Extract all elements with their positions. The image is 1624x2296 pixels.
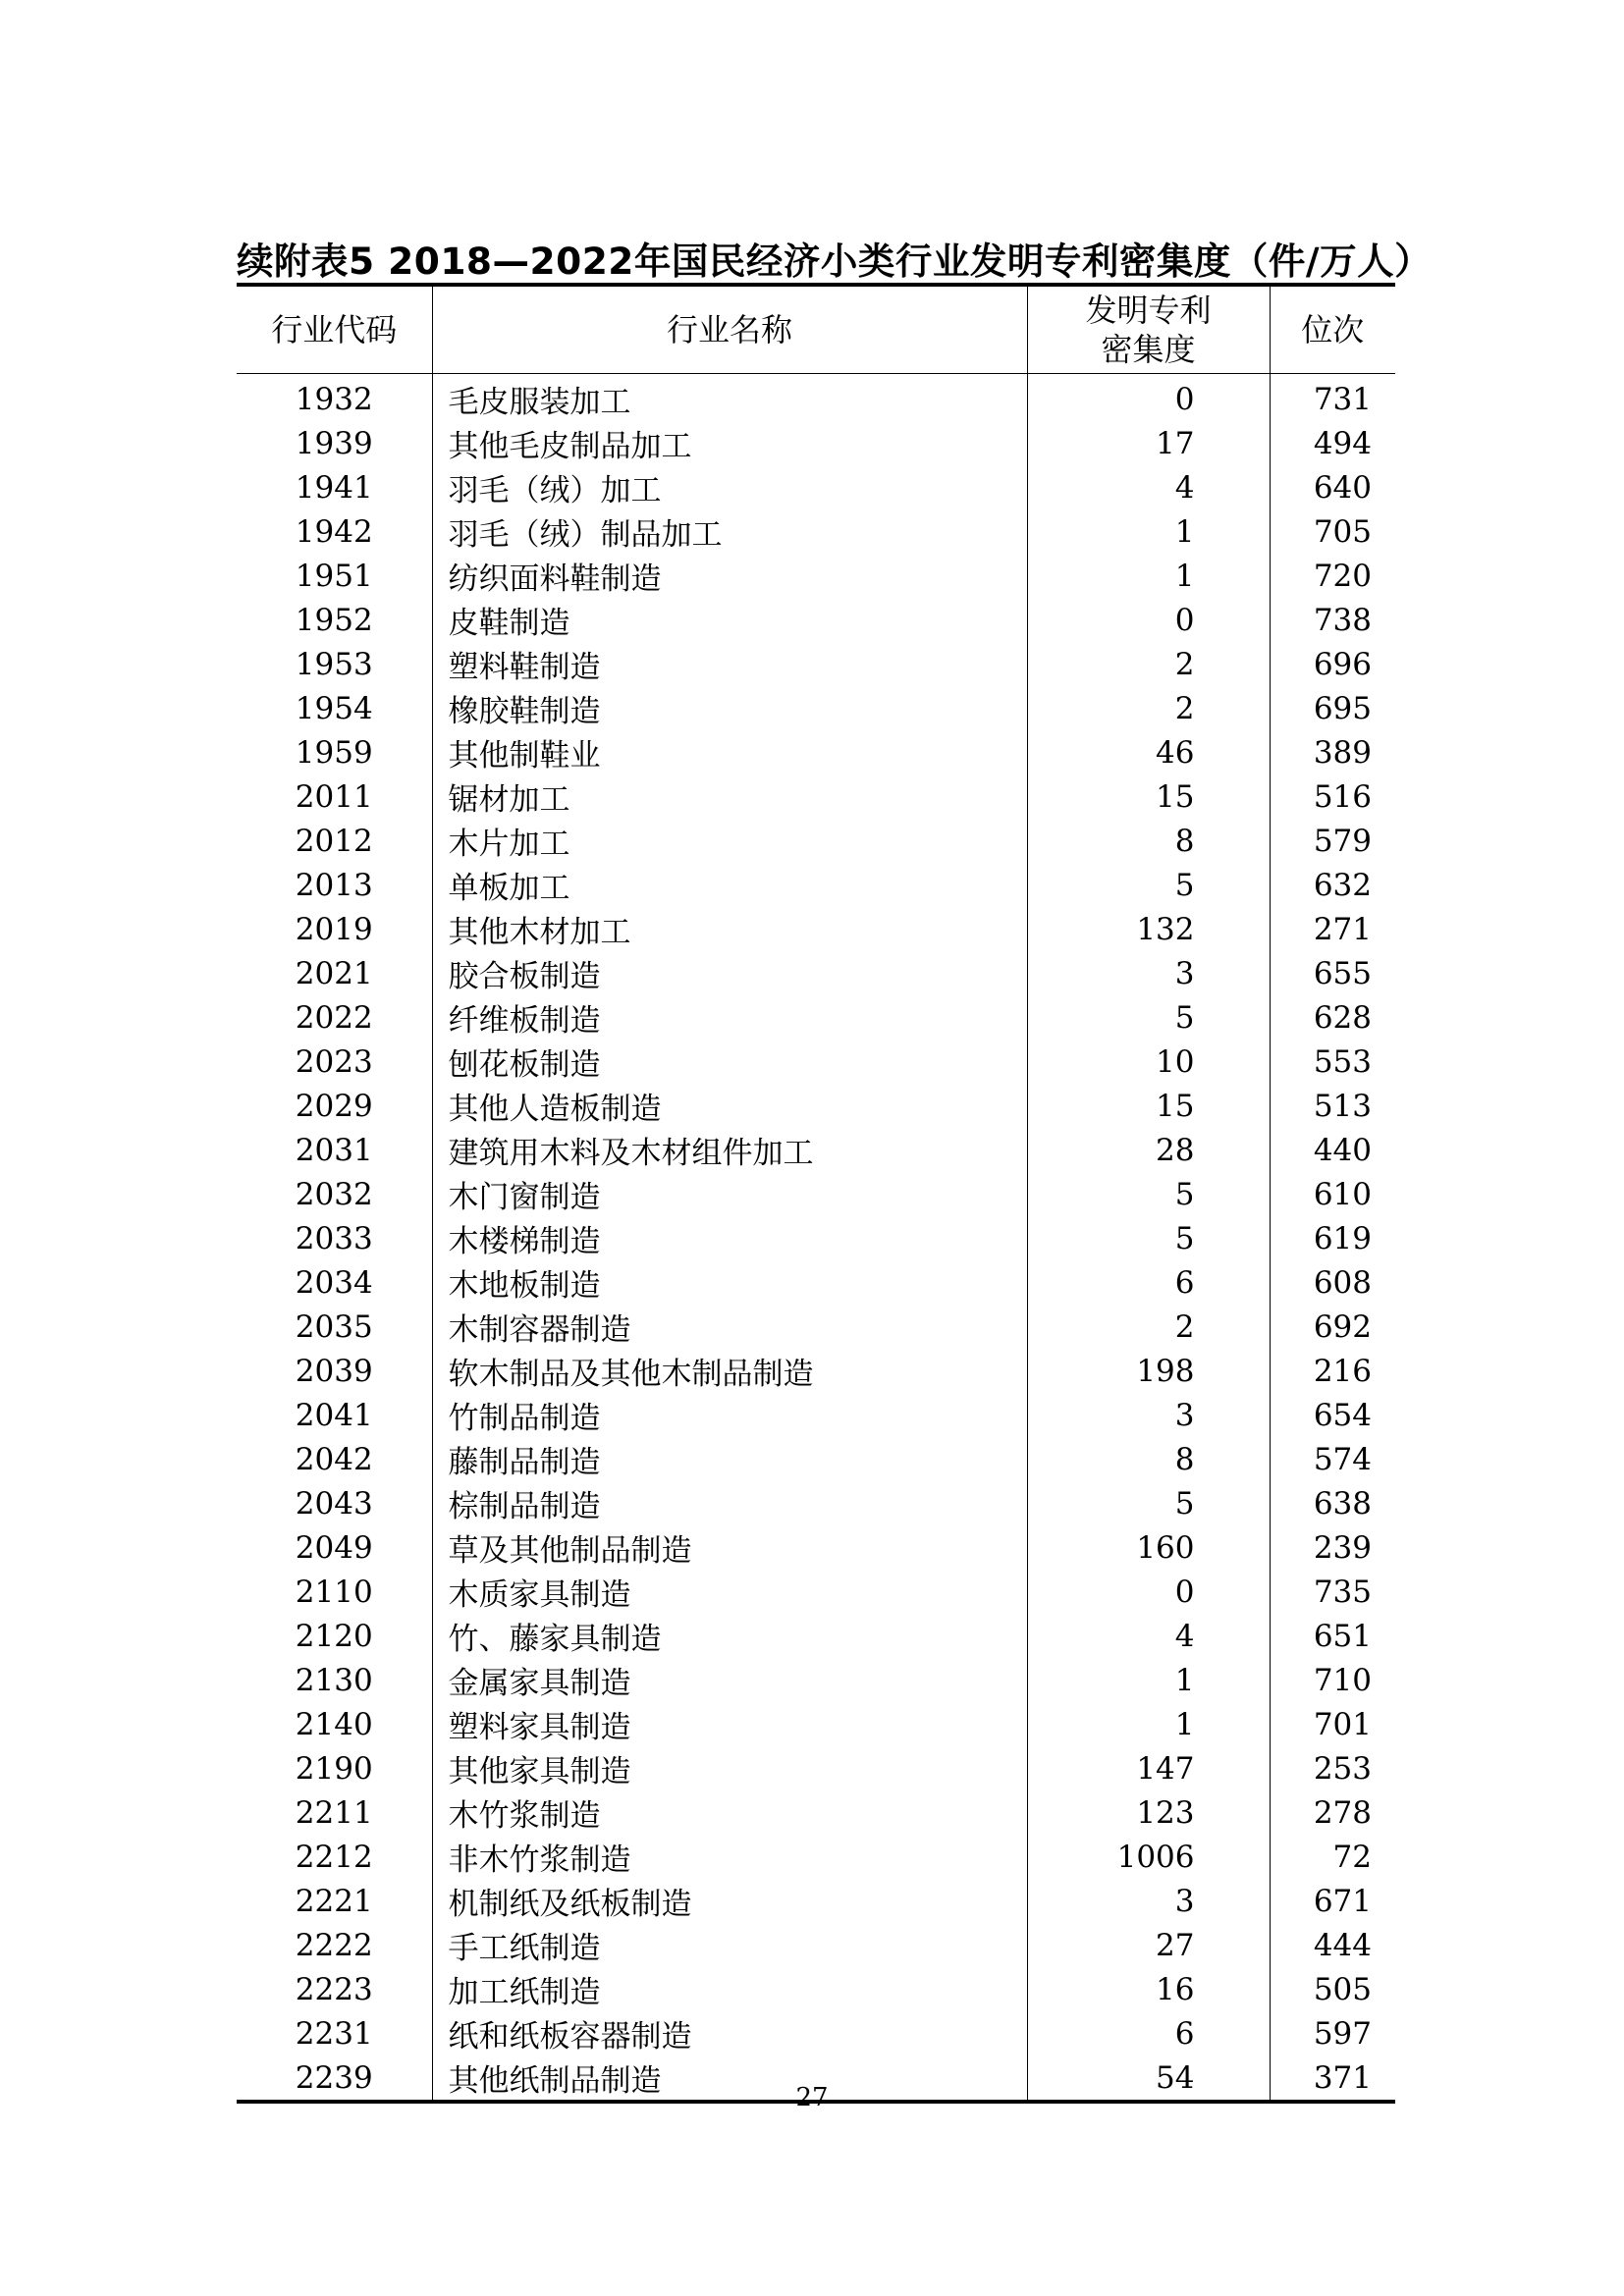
cell-patent-density: 17 [1027, 421, 1270, 465]
cell-rank: 597 [1270, 2011, 1395, 2056]
table-row [237, 1084, 1395, 1128]
cell-patent-density: 2 [1027, 642, 1270, 686]
cell-patent-density: 5 [1027, 1481, 1270, 1525]
cell-industry-name: 其他家具制造 [432, 1746, 1027, 1790]
table-row [237, 951, 1395, 995]
cell-industry-code: 2042 [295, 1441, 373, 1477]
cell-industry-code: 2130 [295, 1662, 373, 1698]
cell-patent-density: 3 [1027, 1393, 1270, 1437]
cell-industry-name: 软木制品及其他木制品制造 [432, 1349, 1027, 1393]
cell-rank: 695 [1270, 686, 1395, 730]
cell-industry-name: 其他纸制品制造 [432, 2056, 1027, 2102]
cell-patent-density: 6 [1027, 1260, 1270, 1305]
table-row [237, 1835, 1395, 1879]
table-row [237, 1525, 1395, 1570]
table-row [237, 1746, 1395, 1790]
cell-patent-density: 5 [1027, 863, 1270, 907]
cell-industry-name: 羽毛（绒）加工 [432, 465, 1027, 509]
cell-patent-density: 5 [1027, 1172, 1270, 1216]
cell-rank: 444 [1270, 1923, 1395, 1967]
cell-rank: 553 [1270, 1040, 1395, 1084]
table-row [237, 1216, 1395, 1260]
cell-rank: 705 [1270, 509, 1395, 554]
table-row [237, 598, 1395, 642]
cell-rank: 239 [1270, 1525, 1395, 1570]
cell-industry-code: 2110 [295, 1574, 373, 1610]
table-row [237, 863, 1395, 907]
header-industry-code: 行业代码 [237, 285, 432, 374]
cell-rank: 651 [1270, 1614, 1395, 1658]
cell-industry-name: 加工纸制造 [432, 1967, 1027, 2011]
cell-industry-name: 手工纸制造 [432, 1923, 1027, 1967]
cell-patent-density: 198 [1027, 1349, 1270, 1393]
table-row [237, 421, 1395, 465]
cell-industry-name: 非木竹浆制造 [432, 1835, 1027, 1879]
cell-rank: 389 [1270, 730, 1395, 774]
cell-industry-code: 2120 [295, 1618, 373, 1654]
cell-patent-density: 2 [1027, 686, 1270, 730]
cell-patent-density: 16 [1027, 1967, 1270, 2011]
cell-industry-code: 1954 [295, 690, 373, 726]
cell-patent-density: 147 [1027, 1746, 1270, 1790]
table-row [237, 686, 1395, 730]
cell-industry-code: 1952 [295, 602, 373, 638]
table-row [237, 1393, 1395, 1437]
header-density-line1: 发明专利 [1085, 292, 1212, 329]
cell-industry-code: 2211 [295, 1794, 373, 1831]
cell-industry-code: 2043 [295, 1485, 373, 1522]
cell-industry-name: 纤维板制造 [432, 995, 1027, 1040]
cell-industry-name: 机制纸及纸板制造 [432, 1879, 1027, 1923]
table-row [237, 1967, 1395, 2011]
cell-industry-code: 2033 [295, 1220, 373, 1256]
cell-industry-code: 2029 [295, 1088, 373, 1124]
table-row [237, 907, 1395, 951]
cell-industry-code: 2231 [295, 2015, 373, 2052]
cell-industry-code: 1939 [295, 425, 373, 461]
table-row [237, 730, 1395, 774]
cell-patent-density: 1 [1027, 1702, 1270, 1746]
cell-industry-code: 2031 [295, 1132, 373, 1168]
cell-industry-name: 金属家具制造 [432, 1658, 1027, 1702]
cell-patent-density: 10 [1027, 1040, 1270, 1084]
table-row [237, 1658, 1395, 1702]
cell-industry-name: 木片加工 [432, 819, 1027, 863]
cell-patent-density: 0 [1027, 374, 1270, 422]
table-row [237, 1570, 1395, 1614]
cell-industry-name: 竹制品制造 [432, 1393, 1027, 1437]
cell-industry-name: 棕制品制造 [432, 1481, 1027, 1525]
cell-rank: 731 [1270, 374, 1395, 422]
cell-rank: 692 [1270, 1305, 1395, 1349]
table-row [237, 819, 1395, 863]
table-row [237, 1702, 1395, 1746]
cell-rank: 632 [1270, 863, 1395, 907]
table-row [237, 1614, 1395, 1658]
cell-patent-density: 5 [1027, 995, 1270, 1040]
header-patent-density [1027, 285, 1270, 374]
cell-patent-density: 3 [1027, 951, 1270, 995]
cell-industry-name: 其他人造板制造 [432, 1084, 1027, 1128]
cell-industry-code: 2222 [295, 1927, 373, 1963]
cell-patent-density: 8 [1027, 819, 1270, 863]
cell-industry-code: 1932 [295, 381, 373, 417]
table-row [237, 774, 1395, 819]
cell-rank: 516 [1270, 774, 1395, 819]
cell-patent-density: 46 [1027, 730, 1270, 774]
cell-industry-name: 其他毛皮制品加工 [432, 421, 1027, 465]
cell-industry-name: 塑料鞋制造 [432, 642, 1027, 686]
cell-industry-code: 1941 [295, 469, 373, 506]
cell-industry-name: 木制容器制造 [432, 1305, 1027, 1349]
cell-patent-density: 1 [1027, 554, 1270, 598]
cell-patent-density: 0 [1027, 598, 1270, 642]
cell-industry-name: 木楼梯制造 [432, 1216, 1027, 1260]
table-row [237, 995, 1395, 1040]
cell-industry-name: 藤制品制造 [432, 1437, 1027, 1481]
cell-industry-name: 木质家具制造 [432, 1570, 1027, 1614]
table-row [237, 1349, 1395, 1393]
cell-rank: 253 [1270, 1746, 1395, 1790]
cell-industry-name: 胶合板制造 [432, 951, 1027, 995]
cell-industry-name: 木竹浆制造 [432, 1790, 1027, 1835]
cell-patent-density: 15 [1027, 1084, 1270, 1128]
cell-industry-code: 2013 [295, 867, 373, 903]
cell-patent-density: 0 [1027, 1570, 1270, 1614]
cell-rank: 440 [1270, 1128, 1395, 1172]
cell-industry-code: 2032 [295, 1176, 373, 1212]
cell-patent-density: 2 [1027, 1305, 1270, 1349]
cell-industry-code: 1959 [295, 734, 373, 771]
table-header-row [237, 285, 1395, 374]
table-title: 续附表5 2018—2022年国民经济小类行业发明专利密集度（件/万人） [237, 240, 1433, 283]
page-number: 27 [795, 2083, 829, 2112]
header-rank: 位次 [1270, 285, 1395, 374]
table-row [237, 1305, 1395, 1349]
cell-rank: 371 [1270, 2056, 1395, 2102]
cell-patent-density: 6 [1027, 2011, 1270, 2056]
cell-rank: 513 [1270, 1084, 1395, 1128]
cell-industry-code: 2034 [295, 1264, 373, 1301]
cell-rank: 640 [1270, 465, 1395, 509]
cell-rank: 494 [1270, 421, 1395, 465]
table-row [237, 465, 1395, 509]
cell-industry-name: 纺织面料鞋制造 [432, 554, 1027, 598]
cell-rank: 216 [1270, 1349, 1395, 1393]
cell-industry-name: 木地板制造 [432, 1260, 1027, 1305]
cell-patent-density: 8 [1027, 1437, 1270, 1481]
cell-industry-code: 2023 [295, 1043, 373, 1080]
table-row [237, 1172, 1395, 1216]
cell-rank: 579 [1270, 819, 1395, 863]
cell-rank: 701 [1270, 1702, 1395, 1746]
cell-patent-density: 123 [1027, 1790, 1270, 1835]
cell-rank: 271 [1270, 907, 1395, 951]
cell-industry-code: 2022 [295, 999, 373, 1036]
patent-density-table [237, 283, 1395, 2104]
cell-patent-density: 4 [1027, 1614, 1270, 1658]
table-row [237, 1040, 1395, 1084]
cell-industry-name: 橡胶鞋制造 [432, 686, 1027, 730]
cell-rank: 671 [1270, 1879, 1395, 1923]
table-row [237, 1790, 1395, 1835]
cell-industry-name: 草及其他制品制造 [432, 1525, 1027, 1570]
cell-patent-density: 3 [1027, 1879, 1270, 1923]
cell-rank: 574 [1270, 1437, 1395, 1481]
cell-patent-density: 160 [1027, 1525, 1270, 1570]
cell-industry-code: 2039 [295, 1353, 373, 1389]
table-row [237, 1260, 1395, 1305]
cell-rank: 696 [1270, 642, 1395, 686]
table-row [237, 1923, 1395, 1967]
cell-industry-name: 建筑用木料及木材组件加工 [432, 1128, 1027, 1172]
table-row [237, 554, 1395, 598]
cell-industry-name: 塑料家具制造 [432, 1702, 1027, 1746]
cell-patent-density: 28 [1027, 1128, 1270, 1172]
cell-industry-name: 刨花板制造 [432, 1040, 1027, 1084]
cell-rank: 72 [1270, 1835, 1395, 1879]
cell-industry-code: 2223 [295, 1971, 373, 2007]
cell-patent-density: 1006 [1027, 1835, 1270, 1879]
cell-industry-code: 1953 [295, 646, 373, 682]
cell-industry-code: 2019 [295, 911, 373, 947]
cell-patent-density: 27 [1027, 1923, 1270, 1967]
cell-rank: 655 [1270, 951, 1395, 995]
table-row [237, 2011, 1395, 2056]
table-row [237, 1128, 1395, 1172]
cell-patent-density: 4 [1027, 465, 1270, 509]
cell-industry-name: 锯材加工 [432, 774, 1027, 819]
table-row [237, 509, 1395, 554]
table-body [237, 374, 1395, 2103]
cell-industry-code: 1951 [295, 558, 373, 594]
cell-industry-name: 竹、藤家具制造 [432, 1614, 1027, 1658]
cell-industry-name: 其他木材加工 [432, 907, 1027, 951]
cell-patent-density: 132 [1027, 907, 1270, 951]
cell-industry-code: 2041 [295, 1397, 373, 1433]
cell-rank: 720 [1270, 554, 1395, 598]
cell-rank: 738 [1270, 598, 1395, 642]
cell-industry-code: 2190 [295, 1750, 373, 1787]
cell-patent-density: 1 [1027, 1658, 1270, 1702]
cell-industry-name: 毛皮服装加工 [432, 374, 1027, 422]
header-density-line2: 密集度 [1101, 331, 1196, 368]
cell-industry-code: 2012 [295, 823, 373, 859]
cell-industry-code: 1942 [295, 513, 373, 550]
cell-industry-code: 2021 [295, 955, 373, 991]
header-industry-name: 行业名称 [432, 285, 1027, 374]
cell-rank: 619 [1270, 1216, 1395, 1260]
cell-rank: 505 [1270, 1967, 1395, 2011]
cell-industry-code: 2011 [295, 778, 373, 815]
cell-industry-code: 2049 [295, 1529, 373, 1566]
cell-industry-code: 2035 [295, 1308, 373, 1345]
cell-patent-density: 5 [1027, 1216, 1270, 1260]
table-row [237, 1437, 1395, 1481]
cell-industry-code: 2212 [295, 1839, 373, 1875]
cell-industry-name: 纸和纸板容器制造 [432, 2011, 1027, 2056]
table-row [237, 1879, 1395, 1923]
cell-rank: 628 [1270, 995, 1395, 1040]
table-row [237, 1481, 1395, 1525]
cell-rank: 608 [1270, 1260, 1395, 1305]
cell-industry-name: 单板加工 [432, 863, 1027, 907]
cell-rank: 610 [1270, 1172, 1395, 1216]
cell-industry-name: 羽毛（绒）制品加工 [432, 509, 1027, 554]
cell-rank: 710 [1270, 1658, 1395, 1702]
cell-rank: 735 [1270, 1570, 1395, 1614]
cell-rank: 278 [1270, 1790, 1395, 1835]
cell-rank: 654 [1270, 1393, 1395, 1437]
cell-industry-code: 2239 [295, 2059, 373, 2096]
cell-patent-density: 54 [1027, 2056, 1270, 2102]
cell-industry-name: 其他制鞋业 [432, 730, 1027, 774]
cell-industry-name: 皮鞋制造 [432, 598, 1027, 642]
table-row [237, 374, 1395, 422]
cell-patent-density: 1 [1027, 509, 1270, 554]
cell-industry-code: 2221 [295, 1883, 373, 1919]
cell-industry-name: 木门窗制造 [432, 1172, 1027, 1216]
cell-industry-code: 2140 [295, 1706, 373, 1742]
table-row [237, 642, 1395, 686]
cell-rank: 638 [1270, 1481, 1395, 1525]
cell-patent-density: 15 [1027, 774, 1270, 819]
